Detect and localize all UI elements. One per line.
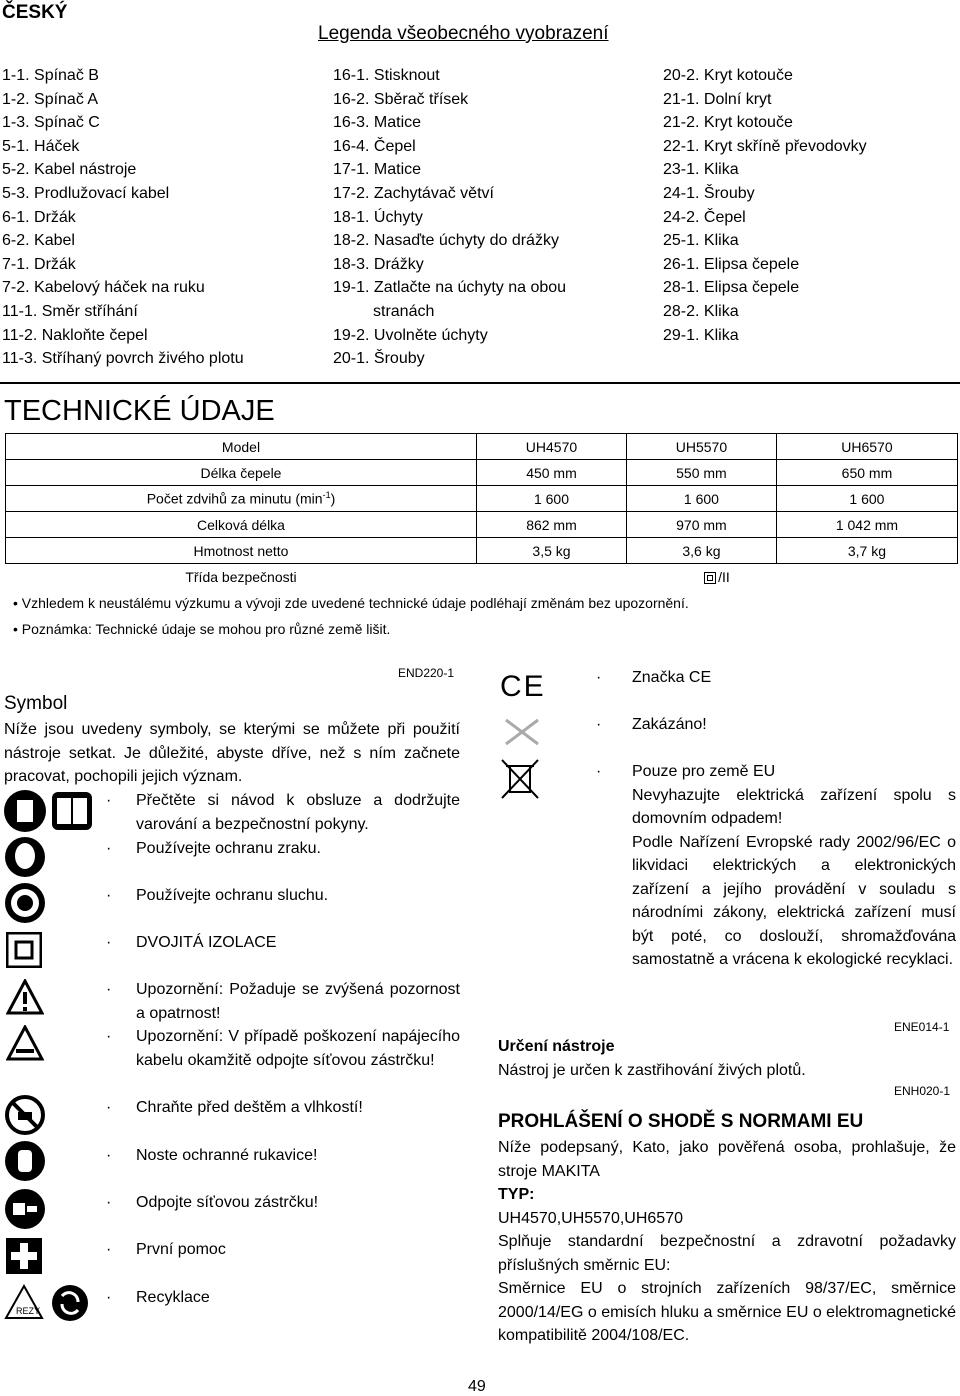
legend-column-2 xyxy=(333,64,566,371)
symbol-item-text: DVOJITÁ IZOLACE xyxy=(136,934,277,951)
legend-item: 26-1. Elipsa čepele xyxy=(663,255,800,273)
legend-item: 28-1. Elipsa čepele xyxy=(663,279,800,297)
symbol-item: · První pomoc xyxy=(108,1238,460,1262)
legend-item: 18-3. Drážky xyxy=(333,255,424,273)
forbidden-icon xyxy=(502,716,542,748)
symbol-item: · DVOJITÁ IZOLACE xyxy=(108,931,460,955)
declaration-p3: Směrnice EU o strojních zařízeních 98/37/EC, směrnice 2000/14/EG o emisích hluku a směrnice EU o elektromagnetické kompatibilitě 2004/108/EC. xyxy=(498,1280,957,1344)
symbol-item: · Přečtěte si návod k obsluze a dodržujte varování a bezpečnostní pokyny. xyxy=(108,789,460,836)
legend-item: 17-1. Matice xyxy=(333,161,422,179)
spec-label: Délka čepele xyxy=(6,460,477,486)
spec-cell: 1 600 xyxy=(626,486,776,512)
legend-item: 1-1. Spínač B xyxy=(2,67,99,84)
cable-damage-warning-icon xyxy=(6,1025,44,1061)
legend-item: 16-4. Čepel xyxy=(333,137,416,155)
legend-item: 29-1. Klika xyxy=(663,326,739,344)
symbol-item-text: Zakázáno! xyxy=(632,716,707,733)
tech-title: TECHNICKÉ ÚDAJE xyxy=(4,395,275,427)
spec-cell: 550 mm xyxy=(626,460,776,486)
unplug-icon xyxy=(4,1188,46,1230)
symbol-item-text: Značka CE xyxy=(632,669,712,686)
symbol-heading: Symbol xyxy=(4,693,68,714)
legend-item: 6-2. Kabel xyxy=(2,232,75,250)
symbol-item: · Chraňte před deštěm a vlhkostí! xyxy=(108,1096,460,1120)
declaration-typ: TYP: xyxy=(498,1186,535,1203)
spec-label-end: ) xyxy=(330,490,336,507)
spec-label-text: Počet zdvihů za minutu (min xyxy=(146,490,323,507)
spec-cell: 3,7 kg xyxy=(776,538,957,564)
declaration-models: UH4570,UH5570,UH6570 xyxy=(498,1209,683,1227)
double-insulation-icon xyxy=(704,572,716,584)
symbol-item-text: Nevyhazujte elektrická zařízení spolu s domovním odpadem! xyxy=(632,786,956,827)
legend-item: 28-2. Klika xyxy=(663,302,739,320)
symbol-item-text: Noste ochranné rukavice! xyxy=(136,1147,318,1164)
gloves-icon xyxy=(4,1140,46,1182)
double-insulation-icon xyxy=(6,932,42,968)
legend-item: 21-2. Kryt kotouče xyxy=(663,114,793,132)
section-code: END220-1 xyxy=(398,666,455,680)
spec-label: Třída bezpečnosti xyxy=(185,568,297,585)
symbol-item: · Používejte ochranu sluchu. xyxy=(108,884,460,908)
legend-item: 5-3. Prodlužovací kabel xyxy=(2,184,170,202)
legend-item: 6-1. Držák xyxy=(2,208,76,226)
symbol-item: · Upozornění: Požaduje se zvýšená pozornost a opatrnost! xyxy=(108,978,460,1025)
read-manual-icon xyxy=(4,790,96,834)
spec-cell: UH4570 xyxy=(477,434,627,460)
legend-item: stranách xyxy=(373,302,435,320)
legend-column-1 xyxy=(2,64,244,371)
symbol-item-text: Upozornění: Požaduje se zvýšená pozornost a opatrnost! xyxy=(136,981,460,1022)
legend-item: 5-1. Háček xyxy=(2,137,80,155)
page-number: 49 xyxy=(468,1378,486,1395)
legend-item: 16-2. Sběrač třísek xyxy=(333,90,469,108)
legend-item: 24-1. Šrouby xyxy=(663,184,755,202)
spec-cell: 3,6 kg xyxy=(626,538,776,564)
right-symbol-item: · Značka CE xyxy=(598,666,956,690)
eye-protection-icon xyxy=(4,836,46,878)
spec-label-sup: -1 xyxy=(322,490,331,501)
spec-label: Celková délka xyxy=(6,512,477,538)
recycle-text: REZY xyxy=(16,1306,41,1316)
symbol-item-text: Používejte ochranu sluchu. xyxy=(136,887,329,904)
recycle-icon xyxy=(4,1284,90,1324)
legend-item: 11-1. Směr stříhání xyxy=(2,302,138,320)
legend-item: 25-1. Klika xyxy=(663,232,739,250)
tech-note: • Poznámka: Technické údaje se mohou pro různé země lišit. xyxy=(13,621,391,637)
legend-item: 24-2. Čepel xyxy=(663,208,746,226)
tech-note-text: Poznámka: Technické údaje se mohou pro různé země lišit. xyxy=(21,621,391,637)
right-symbol-item: · Pouze pro země EU Nevyhazujte elektrická zařízení spolu s domovním odpadem! Podle Nařízení Evropské rady 2002/96/EC o likvidaci elektrických a elektronických zařízení a jejího provádění v souladu s národními zákony, elektrická zařízení musí být poté, co doslouží, shromažďována samostatně a vrácena k ekologické recyklaci. xyxy=(598,760,956,972)
spec-cell: 1 600 xyxy=(776,486,957,512)
legend-item: 16-3. Matice xyxy=(333,114,422,132)
use-heading: Určení nástroje xyxy=(498,1038,615,1055)
spec-cell: 970 mm xyxy=(626,512,776,538)
spec-table xyxy=(5,433,958,589)
legend-item: 21-1. Dolní kryt xyxy=(663,90,772,108)
legend-item: 20-1. Šrouby xyxy=(333,350,425,368)
ear-protection-icon xyxy=(4,882,46,924)
language-label: ČESKÝ xyxy=(2,2,68,23)
symbol-item-text: Používejte ochranu zraku. xyxy=(136,840,321,857)
tech-note: • Vzhledem k neustálému výzkumu a vývoji zde uvedené technické údaje podléhají změnám bez upozornění. xyxy=(13,595,689,611)
legend-title: Legenda všeobecného vyobrazení xyxy=(318,23,609,44)
table-row xyxy=(6,460,958,486)
table-row xyxy=(6,434,958,460)
table-row xyxy=(6,486,958,512)
right-symbol-item: · Zakázáno! xyxy=(598,713,956,737)
symbol-item-text: První pomoc xyxy=(136,1241,226,1258)
spec-cell xyxy=(477,564,958,590)
ce-mark-icon: CE xyxy=(500,670,546,703)
symbol-item: · Noste ochranné rukavice! xyxy=(108,1144,460,1168)
spec-cell: 650 mm xyxy=(776,460,957,486)
legend-item: 1-2. Spínač A xyxy=(2,90,99,108)
symbol-item-text: Chraňte před deštěm a vlhkostí! xyxy=(136,1099,363,1116)
symbol-item-text: Pouze pro země EU xyxy=(632,763,776,780)
declaration-p1: Níže podepsaný, Kato, jako pověřená osoba, prohlašuje, že stroje MAKITA xyxy=(498,1139,956,1180)
legend-item: 7-2. Kabelový háček na ruku xyxy=(2,279,205,297)
spec-label: Hmotnost netto xyxy=(6,538,477,564)
wheelie-bin-crossed-icon xyxy=(500,758,540,800)
declaration-p2: Splňuje standardní bezpečnostní a zdravotní požadavky příslušných směrnic EU: xyxy=(498,1233,956,1274)
legend-item: 23-1. Klika xyxy=(663,161,739,179)
legend-item: 22-1. Kryt skříně převodovky xyxy=(663,137,867,155)
symbol-item-text: Odpojte síťovou zástrčku! xyxy=(136,1194,319,1211)
spec-cell: UH5570 xyxy=(626,434,776,460)
no-rain-icon xyxy=(4,1094,46,1136)
legend-item: 11-2. Nakloňte čepel xyxy=(2,326,148,344)
legend-item: 18-2. Nasaďte úchyty do drážky xyxy=(333,232,559,250)
symbol-item: · Recyklace xyxy=(108,1286,460,1310)
symbol-item: · Odpojte síťovou zástrčku! xyxy=(108,1191,460,1215)
tech-note-text: Vzhledem k neustálému výzkumu a vývoji zde uvedené technické údaje podléhají změnám bez upozornění. xyxy=(21,595,689,611)
section-code: ENE014-1 xyxy=(894,1020,950,1034)
table-row xyxy=(6,512,958,538)
symbol-item-text: Podle Nařízení Evropské rady 2002/96/EC o likvidaci elektrických a elektronických zařízení a jejího provádění v souladu s národními zákony, elektrická zařízení musí být poté, co doslouží, shromažďována samostatně a vrácena k ekologické recyklaci. xyxy=(632,833,956,968)
legend-item: 11-3. Stříhaný povrch živého plotu xyxy=(2,350,244,368)
spec-cell: 1 600 xyxy=(477,486,627,512)
spec-cell: 862 mm xyxy=(477,512,627,538)
legend-item: 18-1. Úchyty xyxy=(333,208,423,226)
legend-item: 19-2. Uvolněte úchyty xyxy=(333,326,488,344)
spec-cell: 450 mm xyxy=(477,460,627,486)
first-aid-icon xyxy=(6,1238,42,1274)
symbol-item-text: Recyklace xyxy=(136,1289,210,1306)
spec-label: Model xyxy=(6,434,477,460)
table-row xyxy=(6,538,958,564)
class-value: /II xyxy=(718,568,730,585)
legend-item: 1-3. Spínač C xyxy=(2,114,100,132)
symbol-item: · Používejte ochranu zraku. xyxy=(108,837,460,861)
legend-item: 20-2. Kryt kotouče xyxy=(663,67,793,84)
table-row xyxy=(6,564,958,590)
legend-item: 17-2. Zachytávač větví xyxy=(333,184,494,202)
legend-item: 19-1. Zatlačte na úchyty na obou xyxy=(333,279,567,297)
legend-item: 7-1. Držák xyxy=(2,255,76,273)
declaration-text xyxy=(498,1136,956,1348)
legend-item: 16-1. Stisknout xyxy=(333,67,440,84)
section-code: ENH020-1 xyxy=(894,1084,951,1098)
spec-cell: 3,5 kg xyxy=(477,538,627,564)
declaration-heading: PROHLÁŠENÍ O SHODĚ S NORMAMI EU xyxy=(498,1111,864,1132)
legend-column-3 xyxy=(663,64,867,347)
symbol-item: · Upozornění: V případě poškození napájecího kabelu okamžitě odpojte síťovou zástrčku! xyxy=(108,1025,460,1072)
symbol-item-text: Přečtěte si návod k obsluze a dodržujte varování a bezpečnostní pokyny. xyxy=(136,792,460,833)
spec-cell: 1 042 mm xyxy=(776,512,957,538)
warning-icon xyxy=(6,979,44,1015)
spec-label xyxy=(6,486,477,512)
use-text: Nástroj je určen k zastřihování živých plotů. xyxy=(498,1062,806,1079)
spec-cell: UH6570 xyxy=(776,434,957,460)
symbol-item-text: Upozornění: V případě poškození napájecího kabelu okamžitě odpojte síťovou zástrčku! xyxy=(136,1028,460,1069)
legend-item: 5-2. Kabel nástroje xyxy=(2,161,137,179)
symbol-intro: Níže jsou uvedeny symboly, se kterými se můžete při použití nástroje setkat. Je důležité, abyste dříve, než s ním začnete pracovat, pochopili jejich význam. xyxy=(4,721,460,785)
section-divider xyxy=(0,382,960,384)
